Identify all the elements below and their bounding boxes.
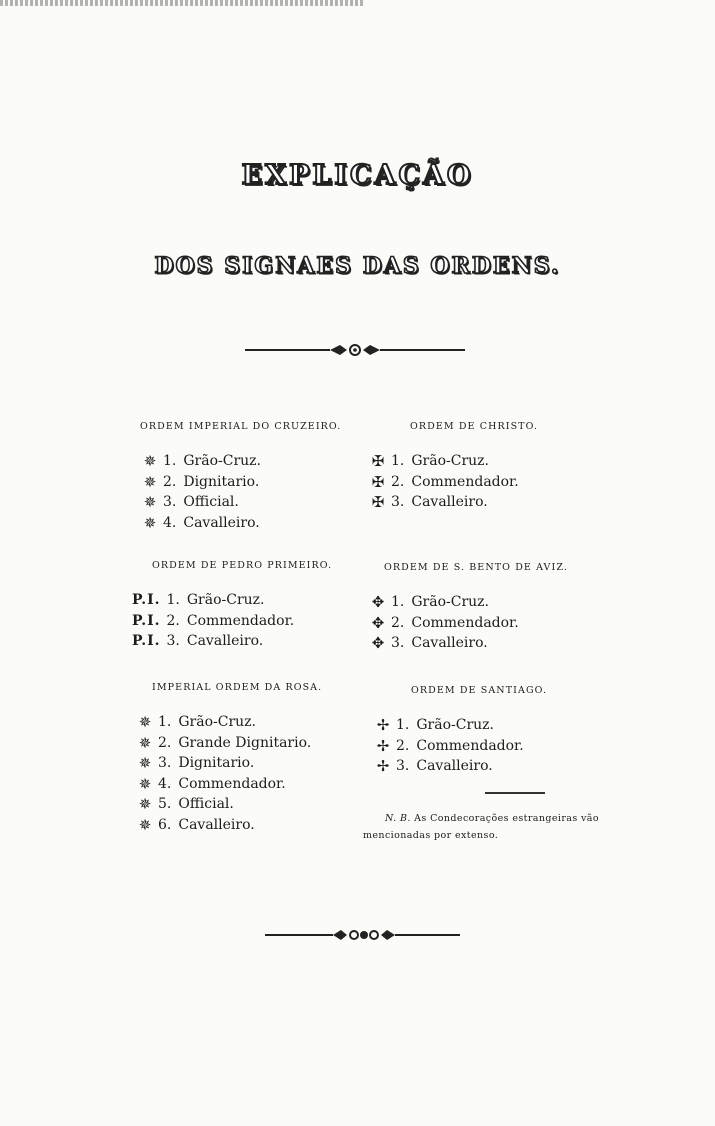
- list-item: ✥ 3. Cavalleiro.: [368, 633, 568, 654]
- list-item: ✢ 2. Commendador.: [373, 736, 547, 757]
- ornament-divider-top: [245, 340, 465, 360]
- list-item: P.I. 2. Commendador.: [132, 612, 295, 629]
- pi-mark: P.I.: [132, 592, 161, 609]
- rose-badge-icon: ✵: [138, 815, 152, 834]
- section-title: ORDEM IMPERIAL DO CRUZEIRO.: [140, 421, 342, 432]
- section-title: ORDEM DE PEDRO PRIMEIRO.: [152, 560, 333, 571]
- rose-badge-icon: ✵: [138, 754, 152, 773]
- ornament-divider-bottom: [265, 925, 460, 945]
- rose-badge-icon: ✵: [138, 713, 152, 732]
- rose-badge-icon: ✵: [138, 795, 152, 814]
- santiago-cross-icon: ✢: [376, 716, 390, 735]
- top-edge-line: [0, 0, 365, 6]
- list-item: ✢ 1. Grão-Cruz.: [373, 715, 547, 736]
- footnote-label: N. B.: [385, 813, 411, 824]
- santiago-cross-icon: ✢: [376, 736, 390, 755]
- list-item: ✵ 3. Official.: [140, 492, 341, 513]
- list-item: ✥ 1. Grão-Cruz.: [368, 592, 568, 613]
- list-item: P.I. 1. Grão-Cruz.: [132, 592, 265, 609]
- list-item: ✵ 1. Grão-Cruz.: [135, 712, 322, 733]
- section-ordem-santiago: [373, 685, 547, 777]
- star-badge-icon: ✵: [143, 452, 157, 471]
- section-ordem-pedro-primeiro: [132, 560, 332, 652]
- rose-badge-icon: ✵: [138, 774, 152, 793]
- footnote-text: As Condecorações estrangeiras vão mencionadas por extenso.: [363, 813, 599, 841]
- list-item: P.I. 3. Cavalleiro.: [132, 633, 264, 650]
- pi-mark: P.I.: [132, 633, 161, 650]
- section-imperial-ordem-rosa: [135, 682, 322, 835]
- star-badge-icon: ✵: [143, 472, 157, 491]
- list-item: ✵ 3. Dignitario.: [135, 753, 322, 774]
- list-item: ✵ 2. Grande Dignitario.: [135, 733, 322, 754]
- section-ordem-christo: [368, 421, 538, 513]
- note-divider: [485, 792, 545, 794]
- section-title: ORDEM DE SANTIAGO.: [411, 685, 548, 696]
- star-badge-icon: ✵: [143, 493, 157, 512]
- cross-of-christ-icon: ✠: [371, 472, 385, 491]
- section-title: IMPERIAL ORDEM DA ROSA.: [152, 682, 323, 693]
- list-item: ✵ 2. Dignitario.: [140, 472, 341, 493]
- star-badge-icon: ✵: [143, 513, 157, 532]
- rose-badge-icon: ✵: [138, 733, 152, 752]
- cross-of-christ-icon: ✠: [371, 493, 385, 512]
- list-item: ✥ 2. Commendador.: [368, 613, 568, 634]
- page-subtitle: DOS SIGNAES DAS ORDENS.: [154, 253, 561, 279]
- list-item: ✵ 6. Cavalleiro.: [135, 815, 322, 836]
- section-ordem-s-bento-aviz: [368, 562, 568, 654]
- fleury-cross-icon: ✥: [371, 593, 385, 612]
- section-title: ORDEM DE S. BENTO DE AVIZ.: [384, 562, 569, 573]
- fleury-cross-icon: ✥: [371, 634, 385, 653]
- list-item: ✵ 4. Commendador.: [135, 774, 322, 795]
- santiago-cross-icon: ✢: [376, 757, 390, 776]
- footnote: [363, 810, 603, 844]
- list-item: ✠ 1. Grão-Cruz.: [368, 451, 538, 472]
- cross-of-christ-icon: ✠: [371, 452, 385, 471]
- fleury-cross-icon: ✥: [371, 613, 385, 632]
- list-item: ✠ 3. Cavalleiro.: [368, 492, 538, 513]
- list-item: ✵ 1. Grão-Cruz.: [140, 451, 341, 472]
- list-item: ✵ 5. Official.: [135, 794, 322, 815]
- section-title: ORDEM DE CHRISTO.: [410, 421, 539, 432]
- list-item: ✢ 3. Cavalleiro.: [373, 756, 547, 777]
- page-title: EXPLICAÇÃO: [241, 160, 474, 191]
- list-item: ✠ 2. Commendador.: [368, 472, 538, 493]
- list-item: ✵ 4. Cavalleiro.: [140, 513, 341, 534]
- section-ordem-cruzeiro: [140, 421, 341, 533]
- pi-mark: P.I.: [132, 612, 161, 629]
